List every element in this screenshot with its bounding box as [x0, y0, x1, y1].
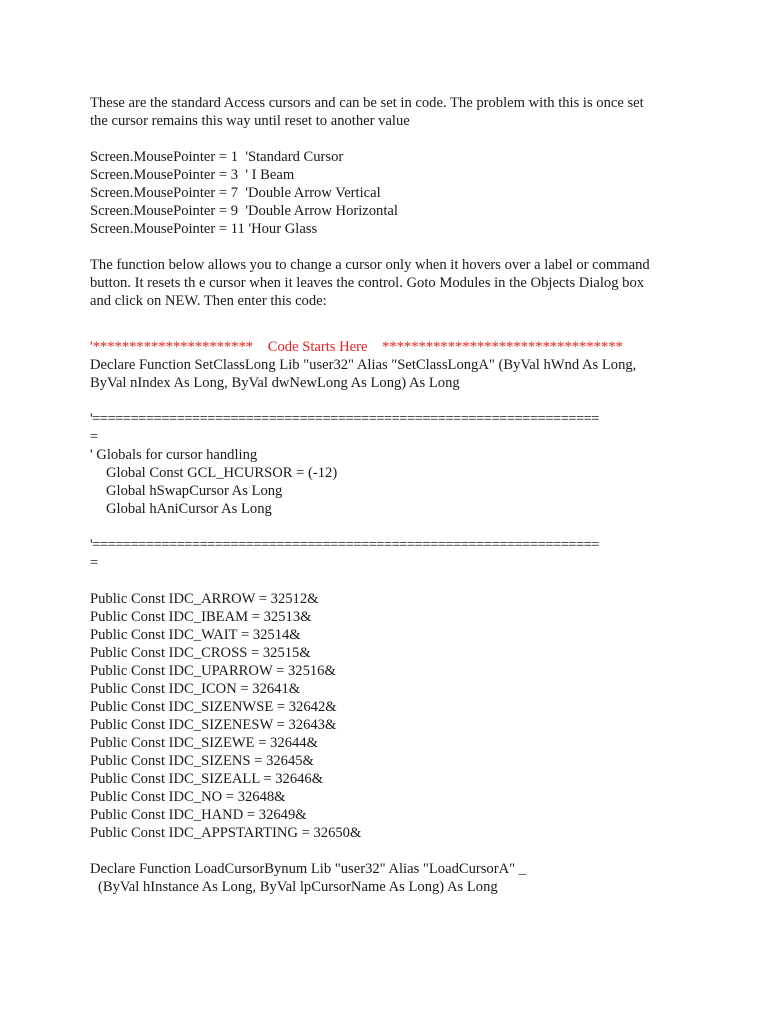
global-item-1: Global Const GCL_HCURSOR = (-12) — [106, 465, 338, 481]
explain-line-3: and click on NEW. Then enter this code: — [90, 293, 327, 309]
separator-rule-1: '================================================================== — [90, 411, 599, 427]
const-line-7: Public Const IDC_SIZENWSE = 32642& — [90, 699, 337, 715]
const-line-14: Public Const IDC_APPSTARTING = 32650& — [90, 825, 362, 841]
declare-loadcursor-line-1: Declare Function LoadCursorBynum Lib "user32" Alias "LoadCursorA" _ — [90, 861, 527, 877]
const-line-8: Public Const IDC_SIZENESW = 32643& — [90, 717, 337, 733]
const-line-13: Public Const IDC_HAND = 32649& — [90, 807, 307, 823]
declare-loadcursor-line-2: (ByVal hInstance As Long, ByVal lpCursorName As Long) As Long — [98, 879, 498, 895]
declare-setclasslong-line-2: ByVal nIndex As Long, ByVal dwNewLong As Long) As Long — [90, 375, 460, 391]
cursor-line-2: Screen.MousePointer = 3 ' I Beam — [90, 167, 295, 183]
code-start-banner: '********************** Code Starts Here ********************************* — [90, 339, 623, 355]
cursor-line-4: Screen.MousePointer = 9 'Double Arrow Horizontal — [90, 203, 398, 219]
separator-rule-2-wrap: = — [90, 555, 99, 571]
global-item-3: Global hAniCursor As Long — [106, 501, 272, 517]
explain-line-2: button. It resets th e cursor when it leaves the control. Goto Modules in the Objects Dialog box — [90, 275, 645, 291]
document-page — [90, 94, 680, 896]
const-line-12: Public Const IDC_NO = 32648& — [90, 789, 286, 805]
globals-comment: ' Globals for cursor handling — [90, 447, 258, 463]
cursor-line-3: Screen.MousePointer = 7 'Double Arrow Vertical — [90, 185, 381, 201]
const-line-6: Public Const IDC_ICON = 32641& — [90, 681, 301, 697]
global-item-2: Global hSwapCursor As Long — [106, 483, 283, 499]
separator-rule-1-wrap: = — [90, 429, 99, 445]
const-line-11: Public Const IDC_SIZEALL = 32646& — [90, 771, 324, 787]
const-line-9: Public Const IDC_SIZEWE = 32644& — [90, 735, 318, 751]
intro-line-2: the cursor remains this way until reset to another value — [90, 113, 410, 129]
const-line-10: Public Const IDC_SIZENS = 32645& — [90, 753, 314, 769]
declare-setclasslong-line-1: Declare Function SetClassLong Lib "user32" Alias "SetClassLongA" (ByVal hWnd As Long, — [90, 357, 637, 373]
intro-line-1: These are the standard Access cursors and can be set in code. The problem with this is once set — [90, 95, 644, 111]
explain-line-1: The function below allows you to change a cursor only when it hovers over a label or command — [90, 257, 650, 273]
separator-rule-2: '================================================================== — [90, 537, 599, 553]
const-line-2: Public Const IDC_IBEAM = 32513& — [90, 609, 312, 625]
cursor-line-5: Screen.MousePointer = 11 'Hour Glass — [90, 221, 318, 237]
cursor-line-1: Screen.MousePointer = 1 'Standard Cursor — [90, 149, 344, 165]
const-line-4: Public Const IDC_CROSS = 32515& — [90, 645, 311, 661]
const-line-1: Public Const IDC_ARROW = 32512& — [90, 591, 319, 607]
const-line-3: Public Const IDC_WAIT = 32514& — [90, 627, 301, 643]
const-line-5: Public Const IDC_UPARROW = 32516& — [90, 663, 336, 679]
